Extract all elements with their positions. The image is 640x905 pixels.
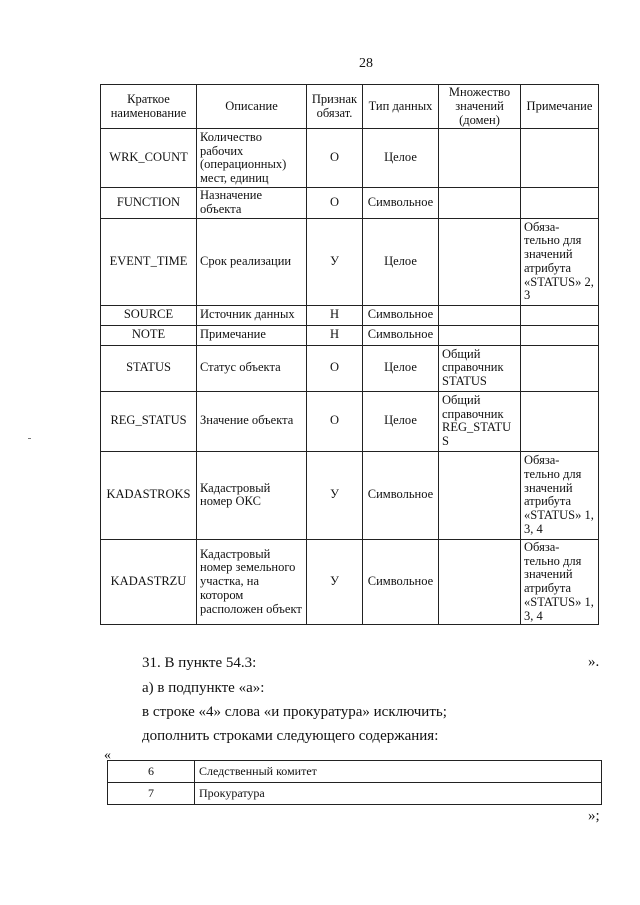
header-name: Краткое наименование: [101, 85, 197, 129]
cell-text: Прокуратура: [195, 783, 602, 805]
cell-name: SOURCE: [101, 305, 197, 325]
cell-note: [521, 129, 599, 188]
cell-note: Обяза-тельно для значений атрибута «STATUS» 1, 3, 4: [521, 451, 599, 539]
cell-domain: [439, 305, 521, 325]
cell-domain: [439, 325, 521, 345]
table-row: [101, 218, 599, 305]
cell-note: [521, 325, 599, 345]
table-row: [108, 783, 602, 805]
cell-note: [521, 188, 599, 219]
cell-flag: У: [307, 451, 363, 539]
cell-number: 7: [108, 783, 195, 805]
cell-type: Целое: [363, 218, 439, 305]
table-row: [101, 305, 599, 325]
cell-number: 6: [108, 761, 195, 783]
cell-domain: [439, 188, 521, 219]
table-row: [108, 761, 602, 783]
cell-description: Значение объекта: [197, 391, 307, 451]
cell-name: NOTE: [101, 325, 197, 345]
table-row: [101, 391, 599, 451]
cell-text: Следственный комитет: [195, 761, 602, 783]
cell-description: Срок реализации: [197, 218, 307, 305]
cell-type: Целое: [363, 129, 439, 188]
closing-quote-end: »;: [588, 808, 600, 824]
cell-domain: [439, 539, 521, 625]
opening-quote: «: [104, 748, 111, 763]
cell-domain: Общий справочник REG_STATU S: [439, 391, 521, 451]
cell-flag: О: [307, 345, 363, 391]
header-description: Описание: [197, 85, 307, 129]
table-row: [101, 188, 599, 219]
header-type: Тип данных: [363, 85, 439, 129]
cell-description: Назначение объекта: [197, 188, 307, 219]
header-note: Примечание: [521, 85, 599, 129]
cell-domain: Общий справочник STATUS: [439, 345, 521, 391]
table-row: [101, 325, 599, 345]
cell-note: [521, 345, 599, 391]
cell-type: Символьное: [363, 539, 439, 625]
paragraph-subitem-a: а) в подпункте «а»:: [142, 680, 265, 696]
cell-type: Символьное: [363, 188, 439, 219]
closing-quote: ».: [588, 654, 600, 670]
cell-flag: Н: [307, 325, 363, 345]
page-number: 28: [359, 56, 373, 71]
table-header-row: [101, 85, 599, 129]
paragraph-exclude: в строке «4» слова «и прокуратура» исключить;: [142, 704, 447, 720]
cell-note: Обяза-тельно для значений атрибута «STATUS» 1, 3, 4: [521, 539, 599, 625]
cell-name: EVENT_TIME: [101, 218, 197, 305]
added-rows-table: [107, 760, 602, 805]
cell-domain: [439, 218, 521, 305]
cell-domain: [439, 129, 521, 188]
cell-note: [521, 305, 599, 325]
cell-name: STATUS: [101, 345, 197, 391]
cell-name: WRK_COUNT: [101, 129, 197, 188]
cell-description: Примечание: [197, 325, 307, 345]
table-row: [101, 539, 599, 625]
table-row: [101, 345, 599, 391]
cell-description: Источник данных: [197, 305, 307, 325]
cell-name: KADASTROKS: [101, 451, 197, 539]
cell-type: Целое: [363, 391, 439, 451]
cell-flag: Н: [307, 305, 363, 325]
cell-note: [521, 391, 599, 451]
cell-type: Символьное: [363, 325, 439, 345]
cell-description: Статус объекта: [197, 345, 307, 391]
header-flag: Признак обязат.: [307, 85, 363, 129]
cell-flag: О: [307, 188, 363, 219]
cell-name: REG_STATUS: [101, 391, 197, 451]
cell-domain: [439, 451, 521, 539]
cell-flag: О: [307, 129, 363, 188]
cell-name: KADASTRZU: [101, 539, 197, 625]
scan-margin-mark: [28, 438, 31, 439]
cell-note: Обяза-тельно для значений атрибута «STATUS» 2, 3: [521, 218, 599, 305]
cell-type: Символьное: [363, 451, 439, 539]
cell-name: FUNCTION: [101, 188, 197, 219]
cell-description: Количество рабочих (операционных) мест, единиц: [197, 129, 307, 188]
attributes-table: [100, 84, 599, 625]
cell-description: Кадастровый номер земельного участка, на котором расположен объект: [197, 539, 307, 625]
cell-type: Символьное: [363, 305, 439, 325]
cell-flag: О: [307, 391, 363, 451]
cell-type: Целое: [363, 345, 439, 391]
cell-flag: У: [307, 218, 363, 305]
cell-description: Кадастровый номер ОКС: [197, 451, 307, 539]
table-row: [101, 129, 599, 188]
cell-flag: У: [307, 539, 363, 625]
table-row: [101, 451, 599, 539]
paragraph-supplement: дополнить строками следующего содержания:: [142, 728, 439, 744]
header-domain: Множество значений (домен): [439, 85, 521, 129]
paragraph-item-31: 31. В пункте 54.3:: [142, 655, 257, 671]
